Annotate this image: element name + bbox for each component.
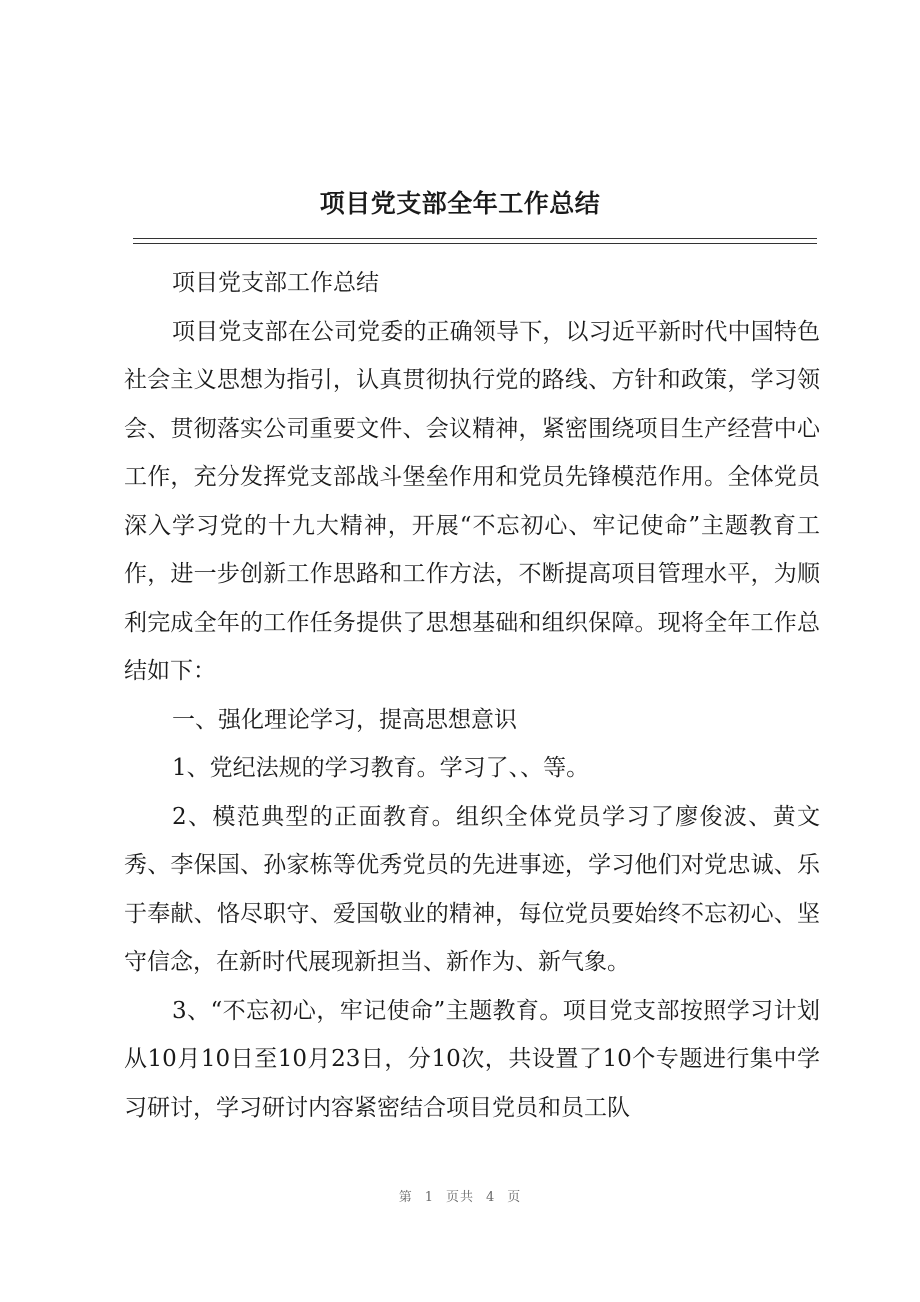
page-suffix: 页 xyxy=(507,1190,522,1205)
document-body xyxy=(124,259,820,1132)
page-prefix: 第 xyxy=(398,1190,413,1205)
page-footer xyxy=(0,1186,920,1205)
document-title: 项目党支部全年工作总结 xyxy=(319,189,601,218)
paragraph-intro: 项目党支部在公司党委的正确领导下，以习近平新时代中国特色社会主义思想为指引，认真贯彻执行党的路线、方针和政策，学习领会、贯彻落实公司重要文件、会议精神，紧密围绕项目生产经营中心工作，充分发挥党支部战斗堡垒作用和党员先锋模范作用。全体党员深入学习党的十九大精神，开展“不忘初心、牢记使命”主题教育工作，进一步创新工作思路和工作方法，不断提高项目管理水平，为顺利完成全年的工作任务提供了思想基础和组织保障。现将全年工作总结如下： xyxy=(124,318,820,684)
paragraph-item-2: 2、模范典型的正面教育。组织全体党员学习了廖俊波、黄文秀、李保国、孙家栋等优秀党员的先进事迹，学习他们对党忠诚、乐于奉献、恪尽职守、爱国敬业的精神，每位党员要始终不忘初心、坚守信念，在新时代展现新担当、新作为、新气象。 xyxy=(124,803,820,975)
page-mid: 页共 xyxy=(445,1190,474,1205)
paragraph-subtitle: 项目党支部工作总结 xyxy=(172,270,379,296)
section-heading: 一、强化理论学习，提高思想意识 xyxy=(172,706,517,733)
page-total: 4 xyxy=(486,1190,496,1205)
paragraph-item-3: 3、“不忘初心，牢记使命”主题教育。项目党支部按照学习计划从10月10日至10月23日，分10次，共设置了10个专题进行集中学习研讨，学习研讨内容紧密结合项目党员和员工队 xyxy=(124,997,820,1121)
page-current: 1 xyxy=(424,1190,434,1205)
paragraph-item-1: 1、党纪法规的学习教育。学习了、、等。 xyxy=(172,755,590,781)
title-double-rule xyxy=(133,238,817,244)
